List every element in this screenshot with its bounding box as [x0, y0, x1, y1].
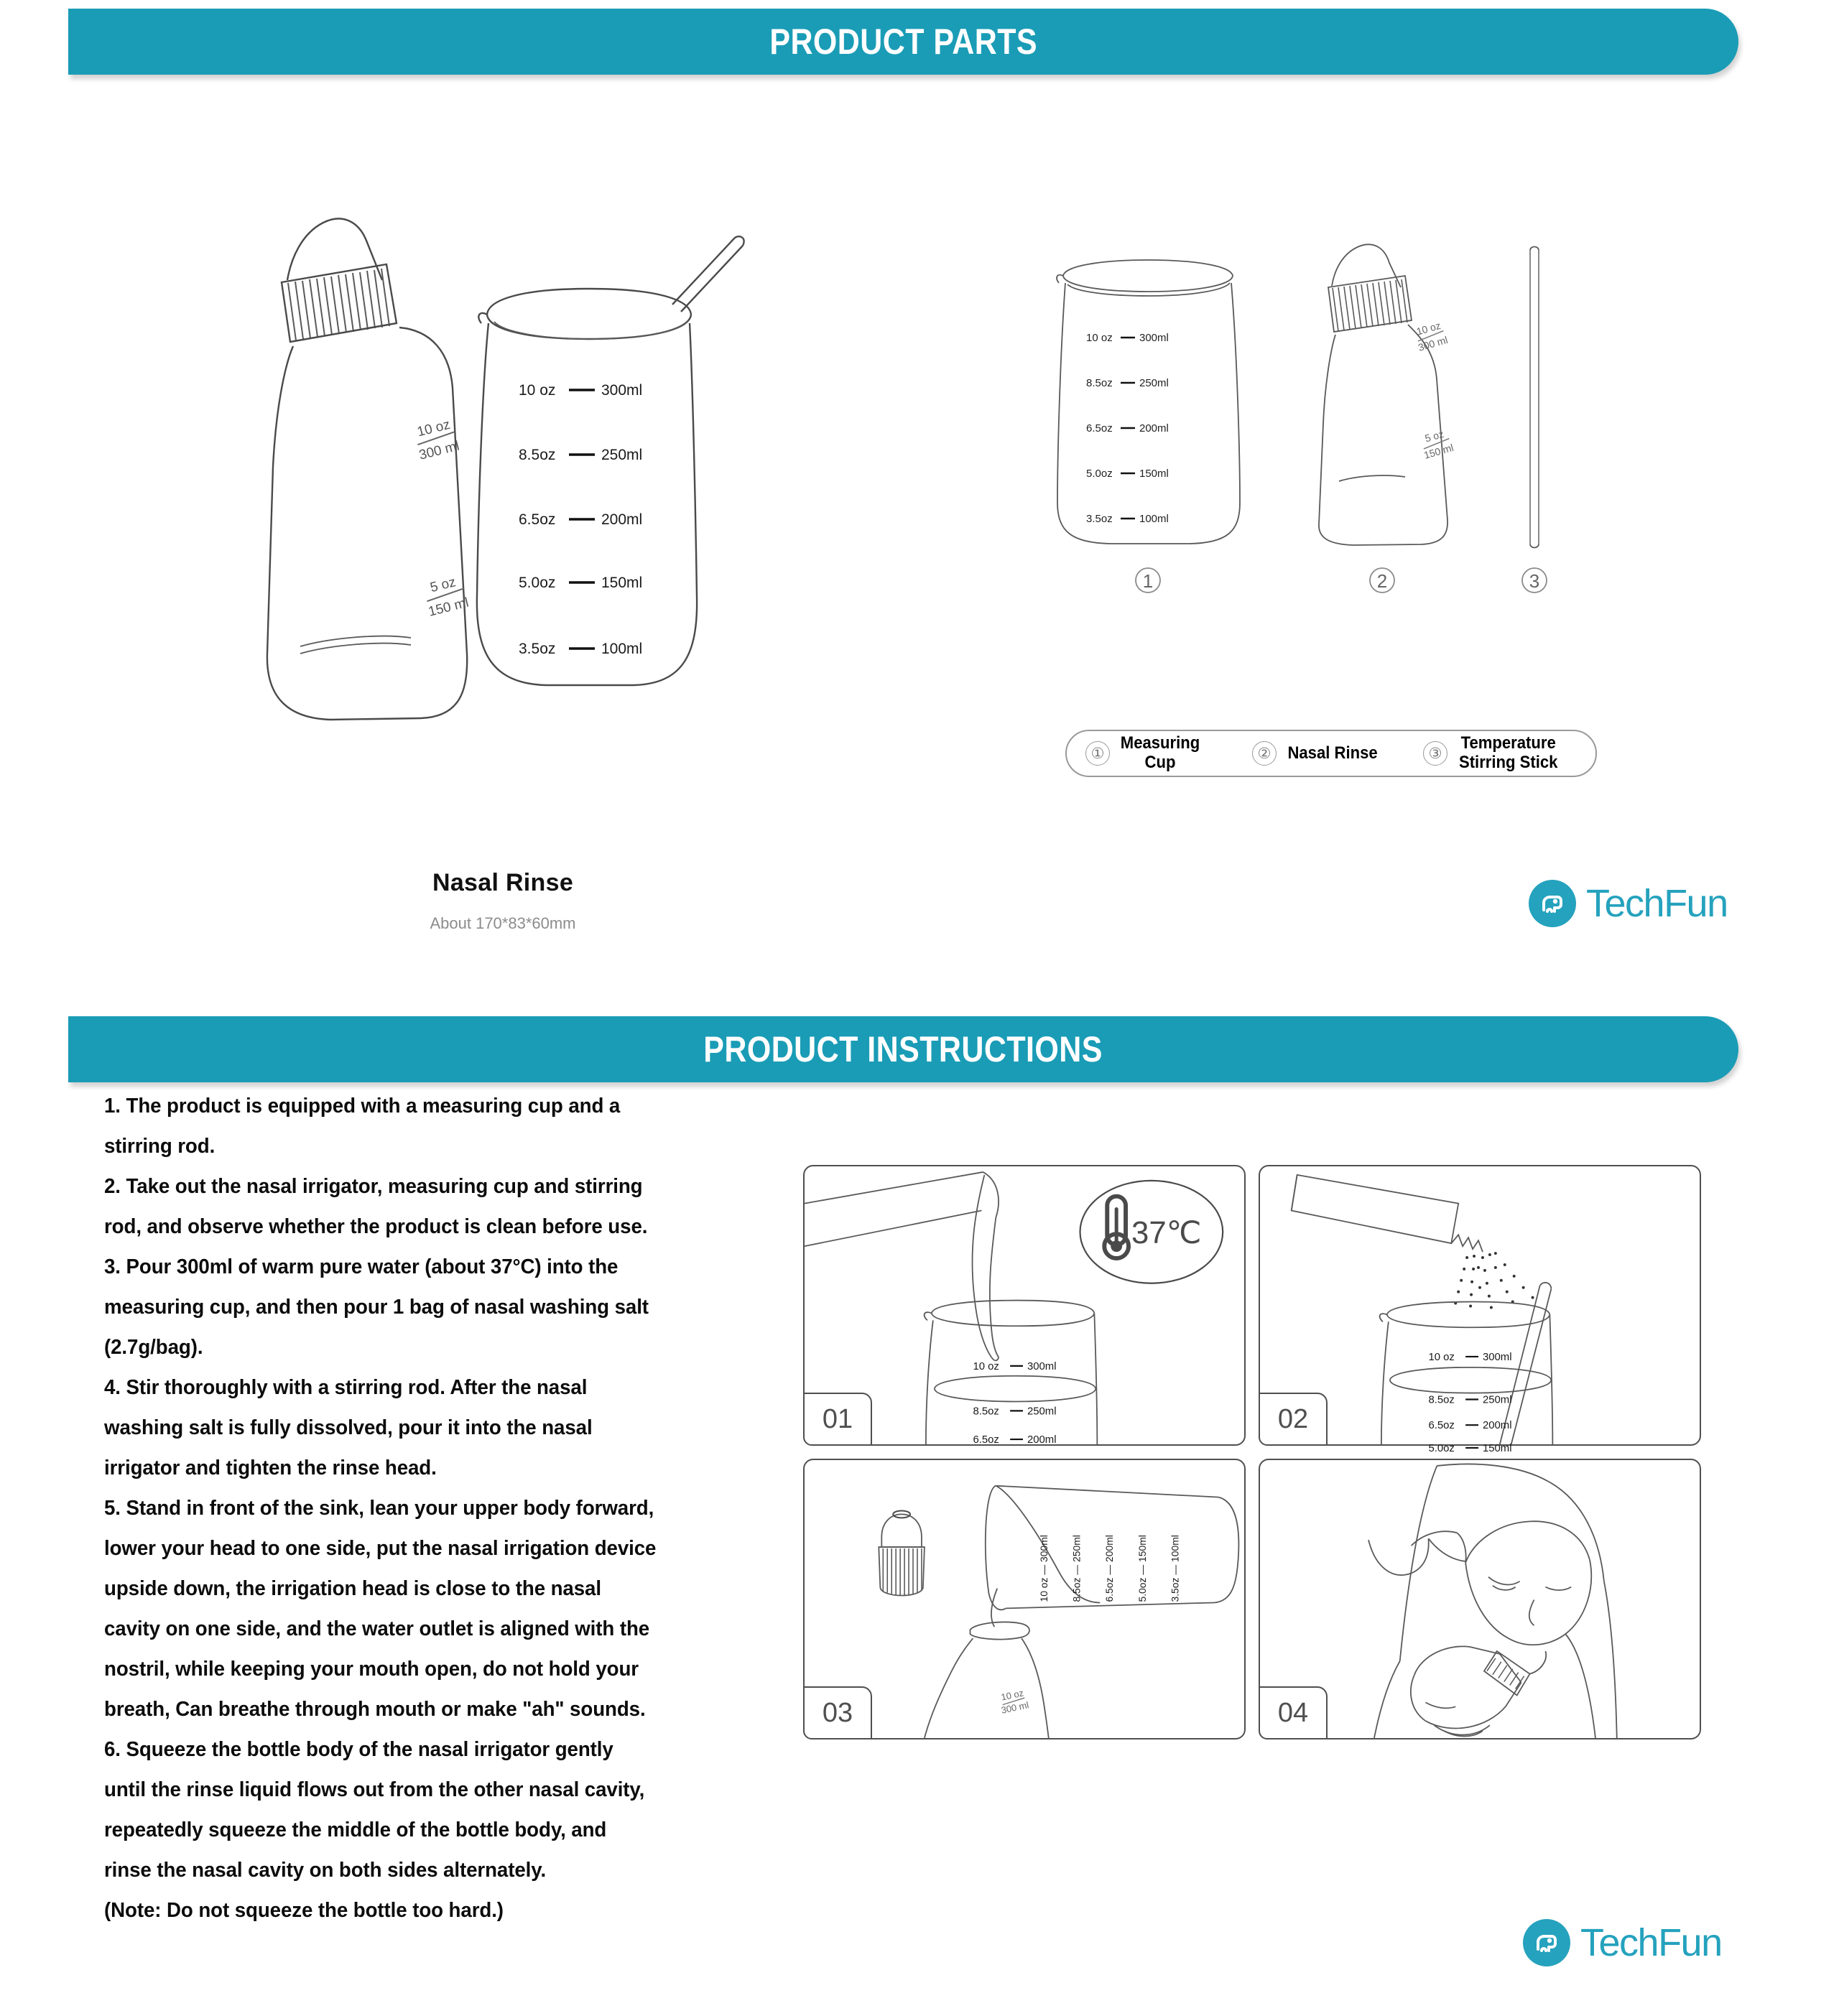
legend-label-3: Temperature Stirring Stick: [1458, 733, 1558, 772]
svg-text:5 oz: 5 oz: [1423, 427, 1445, 445]
svg-text:5.0oz: 5.0oz: [519, 575, 556, 591]
hero-svg: [216, 151, 790, 797]
svg-text:2: 2: [1376, 570, 1388, 592]
svg-text:6.5oz: 6.5oz: [519, 511, 556, 528]
svg-text:300ml: 300ml: [1027, 1360, 1057, 1372]
parts-legend: [1065, 730, 1597, 777]
instruction-line: upside down, the irrigation head is close to the nasal: [104, 1577, 601, 1600]
step-panel-04: [1259, 1459, 1701, 1739]
legend-label-1: Measuring Cup: [1120, 733, 1200, 772]
svg-text:300ml: 300ml: [601, 382, 643, 399]
instruction-line: 2. Take out the nasal irrigator, measuring cup and stirring: [104, 1175, 643, 1198]
svg-text:250ml: 250ml: [1027, 1406, 1057, 1418]
product-instructions-title: PRODUCT INSTRUCTIONS: [703, 1029, 1103, 1069]
step-panel-02: [1259, 1165, 1701, 1454]
legend-number-3: ③: [1423, 741, 1447, 766]
svg-text:250ml: 250ml: [601, 447, 643, 463]
instruction-line: rinse the nasal cavity on both sides alternately.: [104, 1859, 547, 1882]
legend-item-stirring-stick: [1420, 734, 1593, 773]
instruction-line: measuring cup, and then pour 1 bag of nasal washing salt: [104, 1296, 649, 1319]
instruction-line: rod, and observe whether the product is clean before use.: [104, 1215, 648, 1238]
steps-grid: [803, 1165, 1701, 1739]
instruction-line: 4. Stir thoroughly with a stirring rod. After the nasal: [104, 1376, 588, 1399]
svg-text:10 oz: 10 oz: [1428, 1351, 1455, 1363]
instruction-line: washing salt is fully dissolved, pour it into the nasal: [104, 1416, 593, 1439]
cup-graduations: [519, 382, 642, 657]
instruction-line: repeatedly squeeze the middle of the bottle body, and: [104, 1818, 607, 1841]
step-number-04: 04: [1259, 1686, 1328, 1739]
product-dimensions: About 170*83*60mm: [430, 914, 576, 932]
svg-text:8.5oz: 8.5oz: [973, 1406, 999, 1418]
techfun-badge-icon: [1529, 880, 1576, 927]
svg-text:6.5oz: 6.5oz: [1428, 1420, 1455, 1432]
step-number-02: 02: [1259, 1393, 1328, 1446]
techfun-wordmark: TechFun: [1586, 882, 1728, 925]
svg-text:10 oz: 10 oz: [519, 382, 556, 399]
instruction-line: nostril, while keeping your mouth open, do not hold your: [104, 1658, 639, 1681]
thermometer-icon: [1104, 1197, 1129, 1258]
svg-text:8.5oz: 8.5oz: [1086, 377, 1113, 389]
legend-number-2: ②: [1252, 741, 1277, 766]
product-instructions-banner: [68, 1016, 1738, 1082]
product-parts-banner: [68, 9, 1738, 75]
svg-text:10 oz: 10 oz: [1086, 332, 1113, 344]
instruction-line: 5. Stand in front of the sink, lean your upper body forward,: [104, 1497, 654, 1520]
svg-text:3.5oz: 3.5oz: [1086, 513, 1113, 525]
instruction-line: breath, Can breathe through mouth or make "ah" sounds.: [104, 1698, 646, 1721]
parts-diagram: [1042, 244, 1638, 675]
instruction-line: 3. Pour 300ml of warm pure water (about 37°C) into the: [104, 1255, 619, 1278]
svg-text:200ml: 200ml: [1027, 1434, 1057, 1446]
instruction-line: (2.7g/bag).: [104, 1336, 203, 1359]
techfun-logo-parts: [1529, 880, 1728, 927]
instruction-line: until the rinse liquid flows out from the other nasal cavity,: [104, 1778, 645, 1801]
product-name: Nasal Rinse: [432, 869, 574, 896]
svg-text:300ml: 300ml: [1139, 332, 1169, 344]
legend-number-1: ①: [1085, 741, 1110, 766]
step-panel-01: [803, 1165, 1246, 1446]
svg-text:10 oz: 10 oz: [973, 1360, 999, 1372]
techfun-wordmark: TechFun: [1580, 1921, 1722, 1964]
product-instructions-section: [0, 1086, 1839, 2016]
svg-text:250ml: 250ml: [1482, 1394, 1512, 1406]
step-number-01: 01: [803, 1393, 872, 1446]
svg-text:10 oz: 10 oz: [1414, 319, 1442, 338]
instruction-line: 6. Squeeze the bottle body of the nasal irrigator gently: [104, 1738, 613, 1761]
temperature-value: 37℃: [1131, 1215, 1202, 1251]
svg-text:8.5oz: 8.5oz: [519, 447, 556, 463]
hero-caption: [216, 869, 790, 933]
svg-text:10 oz: 10 oz: [415, 417, 452, 440]
svg-text:5.0oz — 150ml: 5.0oz — 150ml: [1136, 1535, 1148, 1602]
svg-text:6.5oz — 200ml: 6.5oz — 200ml: [1103, 1535, 1116, 1602]
svg-text:100ml: 100ml: [601, 641, 643, 657]
step-panel-03: [803, 1459, 1246, 1739]
svg-text:5.0oz: 5.0oz: [1086, 468, 1113, 480]
svg-text:300ml: 300ml: [1482, 1351, 1512, 1363]
svg-text:1: 1: [1142, 570, 1154, 592]
instruction-line: lower your head to one side, put the nasal irrigation device: [104, 1537, 657, 1560]
beaker-graduations: [1086, 332, 1169, 525]
svg-text:150 ml: 150 ml: [427, 595, 471, 620]
instruction-line: (Note: Do not squeeze the bottle too hard.): [104, 1899, 504, 1922]
svg-text:100ml: 100ml: [1139, 513, 1169, 525]
parts-diagram-svg: [1042, 244, 1638, 675]
svg-text:150ml: 150ml: [601, 575, 643, 591]
svg-text:10 oz: 10 oz: [1000, 1687, 1025, 1703]
step-number-03: 03: [803, 1686, 872, 1739]
instruction-line: 1. The product is equipped with a measuring cup and a: [104, 1095, 621, 1118]
svg-text:6.5oz: 6.5oz: [1086, 422, 1113, 435]
legend-item-measuring-cup: [1083, 734, 1249, 773]
svg-text:150ml: 150ml: [1139, 468, 1169, 480]
svg-text:10 oz — 300ml: 10 oz — 300ml: [1037, 1535, 1050, 1602]
svg-text:200ml: 200ml: [601, 511, 643, 528]
svg-text:150ml: 150ml: [1482, 1442, 1512, 1454]
legend-item-nasal-rinse: [1249, 741, 1420, 766]
svg-text:3.5oz: 3.5oz: [519, 641, 556, 657]
instructions-text-block: [104, 1086, 758, 1931]
product-parts-section: [0, 86, 1839, 970]
hero-illustration: [216, 151, 790, 797]
svg-text:3.5oz — 100ml: 3.5oz — 100ml: [1169, 1535, 1181, 1602]
svg-text:200ml: 200ml: [1139, 422, 1169, 435]
instruction-line: cavity on one side, and the water outlet is aligned with the: [104, 1617, 650, 1640]
svg-text:5.0oz: 5.0oz: [1428, 1442, 1455, 1454]
salt-particles: [1454, 1252, 1534, 1309]
svg-text:150 ml: 150 ml: [1422, 441, 1455, 461]
svg-text:6.5oz: 6.5oz: [973, 1434, 999, 1446]
techfun-badge-icon: [1523, 1919, 1570, 1966]
svg-text:8.5oz — 250ml: 8.5oz — 250ml: [1070, 1535, 1083, 1602]
svg-text:300 ml: 300 ml: [1417, 333, 1450, 353]
instruction-line: irrigator and tighten the rinse head.: [104, 1457, 437, 1480]
techfun-logo-instructions: [1523, 1919, 1722, 1966]
instruction-line: stirring rod.: [104, 1135, 216, 1158]
product-parts-title: PRODUCT PARTS: [769, 22, 1037, 62]
svg-text:250ml: 250ml: [1139, 377, 1169, 389]
svg-text:300 ml: 300 ml: [1000, 1699, 1030, 1716]
svg-text:300 ml: 300 ml: [417, 438, 461, 463]
svg-text:200ml: 200ml: [1482, 1420, 1512, 1432]
svg-text:8.5oz: 8.5oz: [1428, 1394, 1455, 1406]
svg-text:3: 3: [1529, 570, 1540, 592]
svg-text:5 oz: 5 oz: [428, 575, 458, 596]
legend-label-2: Nasal Rinse: [1287, 743, 1378, 763]
